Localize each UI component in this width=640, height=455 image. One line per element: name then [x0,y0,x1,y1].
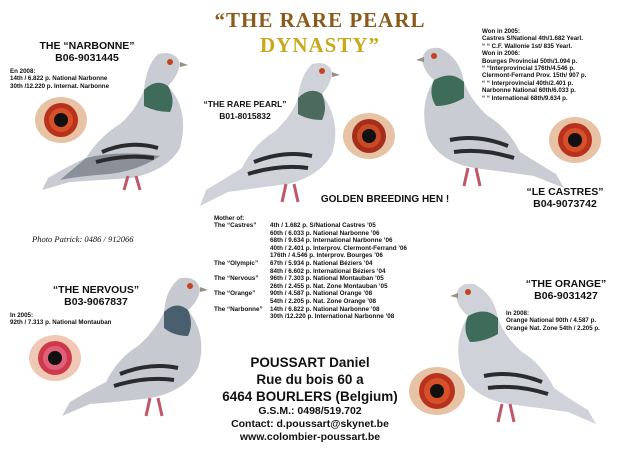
offspring-result: 26th / 2.455 p. Nat. Zone Montauban ’05 [270,282,388,290]
offspring-result: 176th / 4.546 p. Interprov. Bourges ’06 [270,252,383,260]
offspring-result: 60th / 6.033 p. National Narbonne ’06 [270,229,380,237]
offspring-bird-name [214,230,270,238]
offspring-results-table [214,222,407,321]
offspring-bird-name [214,283,270,291]
nervous-pigeon-photo [60,270,210,430]
orange-name: “THE ORANGE” [525,278,607,290]
offspring-result-row [214,283,407,291]
orange-result: Orange Nat. Zone 54th / 2.205 p. [506,324,600,332]
castres-result: Narbonne National 60th/6.033 p. [482,87,576,95]
breeder-street: Rue du bois 60 a [256,372,364,387]
orange-eye-closeup [408,366,466,416]
offspring-result: 54th / 2.205 p. Nat. Zone Orange ’08 [270,297,377,305]
offspring-result: 40th / 2.401 p. Interprov. Clermont-Ferrand ’06 [270,244,408,252]
contact-block [210,354,410,444]
orange-ring: B06-9031427 [534,290,598,302]
offspring-result-row [214,268,407,276]
castres-name: “LE CASTRES” [526,186,604,198]
breeder-email[interactable]: Contact: d.poussart@skynet.be [231,418,389,430]
nervous-name: “THE NERVOUS” [52,284,140,296]
offspring-result-row [214,290,407,298]
narbonne-result: 14th / 6.822 p. National Narbonne [10,75,108,83]
mother-of-label: Mother of: [214,215,245,222]
nervous-year: In 2005: [10,312,34,319]
title-line-2: DYNASTY” [259,33,380,57]
breeder-city: 6464 BOURLERS (Belgium) [222,389,398,404]
narbonne-eye-closeup [34,96,88,144]
breeder-name: POUSSART Daniel [250,355,370,370]
rare-pearl-ring: B01-8015832 [219,111,271,121]
castres-result: Won in 2005: [482,28,521,35]
offspring-result-row [214,306,407,314]
rare-pearl-pigeon-photo [196,56,346,216]
title-line-1: “THE RARE PEARL [214,8,426,32]
castres-result: Bourges Provincial 50th/1.094 p. [482,57,578,65]
offspring-bird-name [214,237,270,245]
offspring-result-row [214,230,407,238]
golden-hen-label: GOLDEN BREEDING HEN ! [320,194,450,205]
castres-result: “ “ International 68th/9.634 p. [482,94,568,102]
narbonne-ring: B06-9031445 [55,52,119,64]
offspring-bird-name [214,298,270,306]
nervous-eye-closeup [28,334,82,382]
offspring-bird-name: The “Nervous” [214,275,259,283]
castres-result: “ “Interprovincial 176th/4.546 p. [482,65,575,73]
castres-ring: B04-9073742 [533,198,597,210]
breeder-gsm: G.S.M.: 0498/519.702 [258,405,362,417]
offspring-result-row [214,275,407,283]
offspring-result: 68th / 9.634 p. International Narbonne ’06 [270,237,393,245]
offspring-result-row [214,260,407,268]
offspring-result: 96th / 7.303 p. National Montauban ’05 [270,275,384,283]
offspring-result: 4th / 1.682 p. S/National Castres ’05 [270,222,376,229]
offspring-bird-name: The “Castres” [214,222,257,229]
orange-year: In 2008: [506,310,530,317]
castres-eye-closeup [548,116,602,164]
offspring-result-row [214,313,407,321]
nervous-result: 92th / 7.313 p. National Montauban [10,319,112,327]
narbonne-name: THE “NARBONNE” [39,40,135,52]
offspring-bird-name [214,268,270,276]
offspring-result: 14th / 6.822 p. National Narbonne ’08 [270,305,380,313]
offspring-bird-name: The “Narbonne” [214,305,263,313]
offspring-result: 84th / 6.602 p. International Béziers ’04 [270,267,386,275]
orange-pigeon-photo [450,276,600,436]
offspring-result: 30th /12.220 p. International Narbonne ’08 [270,313,395,321]
nervous-ring: B03-9067837 [64,296,128,308]
castres-result: “ “ C.F. Wallonie 1st/ 835 Yearl. [482,42,573,50]
narbonne-result: 30th /12.220 p. Internat. Narbonne [10,82,110,90]
orange-result: Orange National 90th / 4.587 p. [506,317,597,325]
offspring-bird-name [214,313,270,321]
offspring-bird-name [214,252,270,260]
castres-result: “ “ Interprovincial 40th/2.401 p. [482,79,574,87]
castres-result: Clermont-Ferrand Prov. 15th/ 907 p. [482,72,587,80]
offspring-bird-name: The “Olympic” [214,259,259,267]
rare-pearl-name: “THE RARE PEARL” [203,99,287,109]
offspring-result-row [214,298,407,306]
offspring-result: 90th / 4.587 p. National Orange ’08 [270,290,373,298]
rare-pearl-eye-closeup [342,112,396,160]
castres-pigeon-photo [416,40,566,200]
photo-credit: Photo Patrick: 0486 / 912066 [32,234,134,244]
narbonne-year: En 2008: [10,68,36,75]
offspring-result-row [214,222,407,230]
offspring-bird-name: The “Orange” [214,290,256,298]
breeder-website[interactable]: www.colombier-poussart.be [239,431,381,443]
offspring-result-row [214,252,407,260]
offspring-bird-name [214,245,270,253]
offspring-result-row [214,237,407,245]
offspring-result: 67th / 5.934 p. National Béziers ’04 [270,259,373,267]
offspring-result-row [214,245,407,253]
castres-result: Castres S/National 4th/1.682 Yearl. [482,35,583,43]
castres-result: Won in 2006: [482,50,521,58]
